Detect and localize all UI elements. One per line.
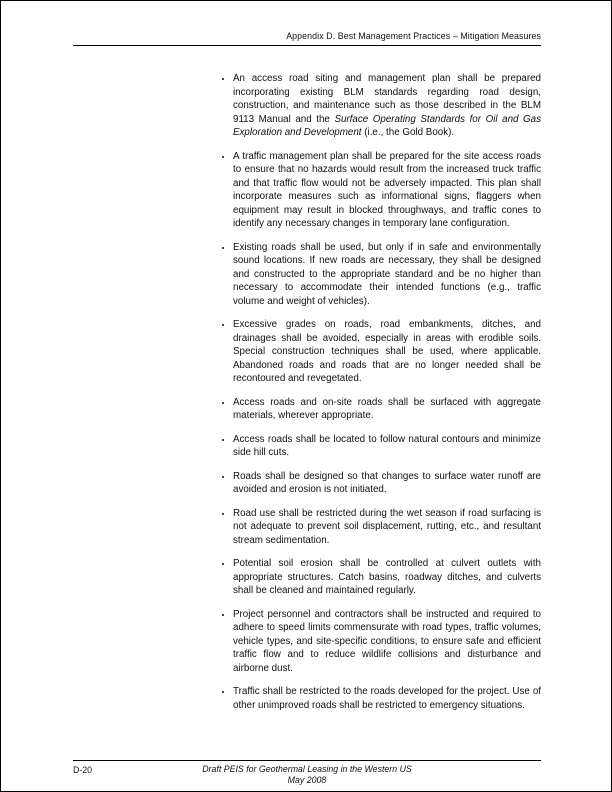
bullet-item: • Existing roads shall be used, but only if in safe and environmentally sound locations. If new roads are necessary, they shall be designed and constructed to the appropriate standard and be no higher than necessary to accommodate their intended functions (e.g., traffic volume and weight of vehicles). [233, 241, 541, 309]
footer-date: May 2008 [287, 775, 327, 785]
bullet-item: • Excessive grades on roads, road embankments, ditches, and drainages shall be avoided, especially in areas with erodible soils. Special construction techniques shall be used, where applicable. Abandoned roads and roads that are no longer needed shall be recontoured and revegetated. [233, 318, 541, 386]
footer-doc-title: Draft PEIS for Geothermal Leasing in the Western US [202, 764, 412, 774]
bullet-item: • A traffic management plan shall be prepared for the site access roads to ensure that no hazards would result from the increased truck traffic and that traffic flow would not be adversely impacted. This plan shall incorporate measures such as informational signs, flaggers when equipment may result in blocked throughways, and traffic cones to identify any necessary changes in temporary lane configuration. [233, 150, 541, 231]
bullet-item: • Potential soil erosion shall be controlled at culvert outlets with appropriate structures. Catch basins, roadway ditches, and culverts shall be cleaned and maintained regularly. [233, 557, 541, 598]
bullet-list [217, 72, 541, 712]
bullet-item: • Traffic shall be restricted to the roads developed for the project. Use of other unimproved roads shall be restricted to emergency situations. [233, 685, 541, 712]
bullet-text-italic: Surface Operating Standards for Oil and Gas Exploration and Development [233, 113, 541, 138]
page-header [73, 31, 541, 46]
bullet-text: (i.e., the Gold Book). [361, 127, 455, 138]
page-body [217, 72, 541, 722]
bullet-item: • Project personnel and contractors shall be instructed and required to adhere to speed limits commensurate with road types, traffic volumes, vehicle types, and site-specific conditions, to ensure safe and efficient traffic flow and to reduce wildlife collisions and disturbance and airborne dust. [233, 608, 541, 676]
bullet-item [233, 72, 541, 140]
bullet-item: • Access roads shall be located to follow natural contours and minimize side hill cuts. [233, 433, 541, 460]
bullet-item: • Access roads and on-site roads shall be surfaced with aggregate materials, wherever appropriate. [233, 396, 541, 423]
page-number: D-20 [73, 765, 93, 775]
bullet-item: • Roads shall be designed so that changes to surface water runoff are avoided and erosion is not initiated. [233, 470, 541, 497]
page-footer [73, 760, 541, 785]
bullet-text: An access road siting and management plan shall be prepared incorporating existing BLM standards regarding road design, construction, and maintenance such as those described in the BLM 9113 Manual and the [233, 73, 541, 125]
bullet-item: • Road use shall be restricted during the wet season if road surfacing is not adequate to prevent soil displacement, rutting, etc., and resultant stream sedimentation. [233, 507, 541, 548]
header-title: Appendix D. Best Management Practices – Mitigation Measures [286, 31, 541, 41]
